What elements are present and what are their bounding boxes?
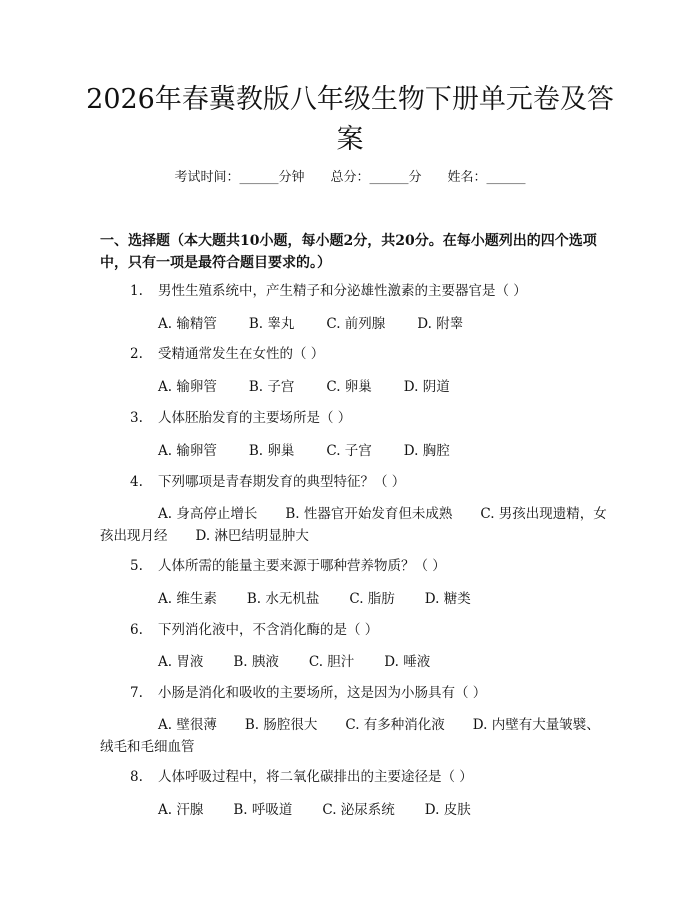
time-unit: 分钟 [278, 170, 305, 185]
option: C. 男孩出现遗精，女孩出现月经 [100, 506, 607, 544]
question-stem [130, 472, 610, 492]
question-number: 6. [130, 622, 143, 638]
option: C. 子宫 [326, 443, 372, 459]
option: D. 内壁有大量皱襞、绒毛和毛细血管 [100, 717, 600, 755]
option: D. 皮肤 [424, 802, 471, 818]
question-options [100, 440, 610, 462]
option: B. 性器官开始发育但未成熟 [285, 506, 453, 522]
question-number: 3. [130, 410, 143, 426]
option: B. 卵巢 [248, 443, 295, 459]
option: C. 泌尿系统 [322, 802, 395, 818]
option: C. 脂肪 [349, 591, 395, 607]
option: D. 附睾 [417, 316, 464, 332]
section-heading: 一、选择题（本大题共10小题，每小题2分，共20分。在每小题列出的四个选项中，只有一项是最符合题目要求的。） [100, 233, 597, 271]
question-options [100, 588, 610, 610]
question-text: 人体胚胎发育的主要场所是（ ） [158, 410, 352, 426]
question-number: 5. [130, 558, 143, 574]
question-text: 人体所需的能量主要来源于哪种营养物质？（ ） [158, 558, 446, 574]
question-options [100, 714, 610, 758]
question-options [100, 503, 610, 547]
score-unit: 分 [408, 170, 422, 185]
option: B. 呼吸道 [233, 802, 293, 818]
option: A. 输卵管 [158, 379, 217, 395]
score-label: 总分： [330, 170, 370, 185]
name-blank: ______ [486, 170, 526, 185]
question-options [100, 651, 610, 673]
exam-info-line [0, 168, 700, 188]
option: B. 胰液 [233, 654, 279, 670]
option: D. 胸腔 [403, 443, 450, 459]
question-options [100, 799, 610, 821]
question-stem [130, 408, 610, 428]
question-number: 8. [130, 769, 143, 785]
option: D. 淋巴结明显肿大 [195, 528, 309, 544]
question-stem [130, 683, 610, 703]
question-stem [130, 344, 610, 364]
option: A. 身高停止增长 [158, 506, 258, 522]
question-text: 下列消化液中，不含消化酶的是（ ） [158, 622, 379, 638]
question-text: 男性生殖系统中，产生精子和分泌雄性激素的主要器官是（ ） [158, 283, 527, 299]
question-text: 人体呼吸过程中，将二氧化碳排出的主要途径是（ ） [158, 769, 473, 785]
name-label: 姓名： [447, 170, 487, 185]
option: B. 肠腔很大 [244, 717, 318, 733]
option: D. 阴道 [403, 379, 450, 395]
option: D. 唾液 [384, 654, 431, 670]
question-options [100, 376, 610, 398]
option: A. 汗腺 [158, 802, 204, 818]
question-number: 2. [130, 346, 143, 362]
question-options [100, 313, 610, 335]
option: A. 维生素 [158, 591, 217, 607]
question-number: 7. [130, 685, 143, 701]
option: A. 胃液 [158, 654, 204, 670]
question-text: 下列哪项是青春期发育的典型特征？（ ） [158, 474, 406, 490]
option: C. 有多种消化液 [345, 717, 445, 733]
page-title: 2026年春冀教版八年级生物下册单元卷及答案 [86, 84, 614, 155]
question-stem [130, 281, 610, 301]
option: A. 壁很薄 [158, 717, 217, 733]
question-text: 小肠是消化和吸收的主要场所，这是因为小肠具有（ ） [158, 685, 487, 701]
option: A. 输卵管 [158, 443, 217, 459]
option: C. 卵巢 [326, 379, 372, 395]
question-stem [130, 620, 610, 640]
question-stem [130, 556, 610, 576]
score-blank: ______ [369, 170, 409, 185]
option: A. 输精管 [158, 316, 217, 332]
time-label: 考试时间： [174, 170, 240, 185]
time-blank: ______ [239, 170, 279, 185]
option: C. 前列腺 [326, 316, 386, 332]
option: D. 糖类 [424, 591, 471, 607]
option: B. 水无机盐 [246, 591, 320, 607]
option: B. 子宫 [248, 379, 295, 395]
question-stem [130, 767, 610, 787]
option: B. 睾丸 [248, 316, 295, 332]
question-number: 1. [130, 283, 143, 299]
question-number: 4. [130, 474, 143, 490]
question-text: 受精通常发生在女性的（ ） [158, 346, 325, 362]
option: C. 胆汁 [308, 654, 355, 670]
